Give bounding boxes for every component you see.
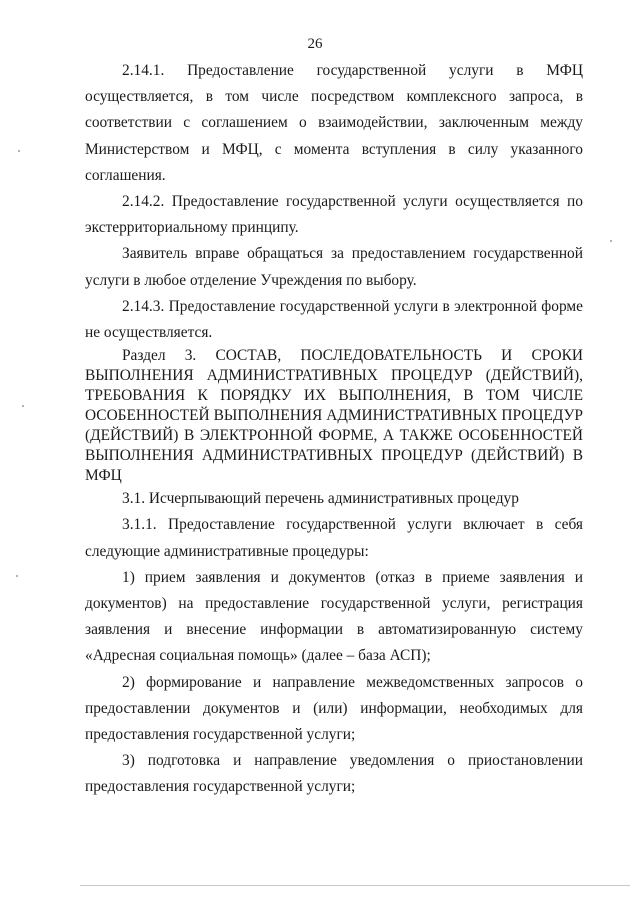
scan-dot xyxy=(16,575,18,577)
list-item-3: 3) подготовка и направление уведомления о приостановлении предоставления государственной услуги; xyxy=(85,752,583,796)
document-body xyxy=(85,58,583,801)
scan-edge-line xyxy=(80,885,630,886)
page-number: 26 xyxy=(307,36,323,52)
paragraph-2-14-1: 2.14.1. Предоставление государственной услуги в МФЦ осуществляется, в том числе посредством комплексного запроса, в соответствии с соглашением о взаимодействии, заключенным между Министерством и МФЦ, с момента вступления в силу указанного соглашения. xyxy=(85,62,583,184)
paragraph-2-14-3: 2.14.3. Предоставление государственной услуги в электронной форме не осуществляется. xyxy=(85,297,583,342)
list-item-1: 1) прием заявления и документов (отказ в приеме заявления и документов) на предоставление государственной услуги, регистрация заявления и внесение информации в автоматизированную систему «Адресная социальная помощь» (далее – база АСП); xyxy=(85,568,583,665)
scan-dot xyxy=(22,405,24,407)
section-heading: Раздел 3. СОСТАВ, ПОСЛЕДОВАТЕЛЬНОСТЬ И СРОКИ ВЫПОЛНЕНИЯ АДМИНИСТРАТИВНЫХ ПРОЦЕДУР (ДЕЙСТВИЙ), ТРЕБОВАНИЯ К ПОРЯДКУ ИХ ВЫПОЛНЕНИЯ, В ТОМ ЧИСЛЕ ОСОБЕННОСТЕЙ ВЫПОЛНЕНИЯ АДМИНИСТРАТИВНЫХ ПРОЦЕДУР (ДЕЙСТВИЙ) В ЭЛЕКТРОННОЙ ФОРМЕ, А ТАКЖЕ ОСОБЕННОСТЕЙ ВЫПОЛНЕНИЯ АДМИНИСТРАТИВНЫХ ПРОЦЕДУР (ДЕЙСТВИЙ) В МФЦ xyxy=(85,347,583,485)
scan-dot xyxy=(610,240,612,242)
paragraph-applicant-right: Заявитель вправе обращаться за предоставлением государственной услуги в любое отделение Учреждения по выбору. xyxy=(85,245,583,289)
paragraph-2-14-2: 2.14.2. Предоставление государственной услуги осуществляется по экстерриториальному принципу. xyxy=(85,193,583,237)
paragraph-3-1-1: 3.1.1. Предоставление государственной услуги включает в себя следующие административные процедуры: xyxy=(85,516,583,560)
list-item-2: 2) формирование и направление межведомственных запросов о предоставлении документов и (или) информации, необходимых для предоставления государственной услуги; xyxy=(85,673,583,744)
scan-dot xyxy=(18,150,20,152)
subsection-heading: 3.1. Исчерпывающий перечень административных процедур xyxy=(122,490,519,508)
